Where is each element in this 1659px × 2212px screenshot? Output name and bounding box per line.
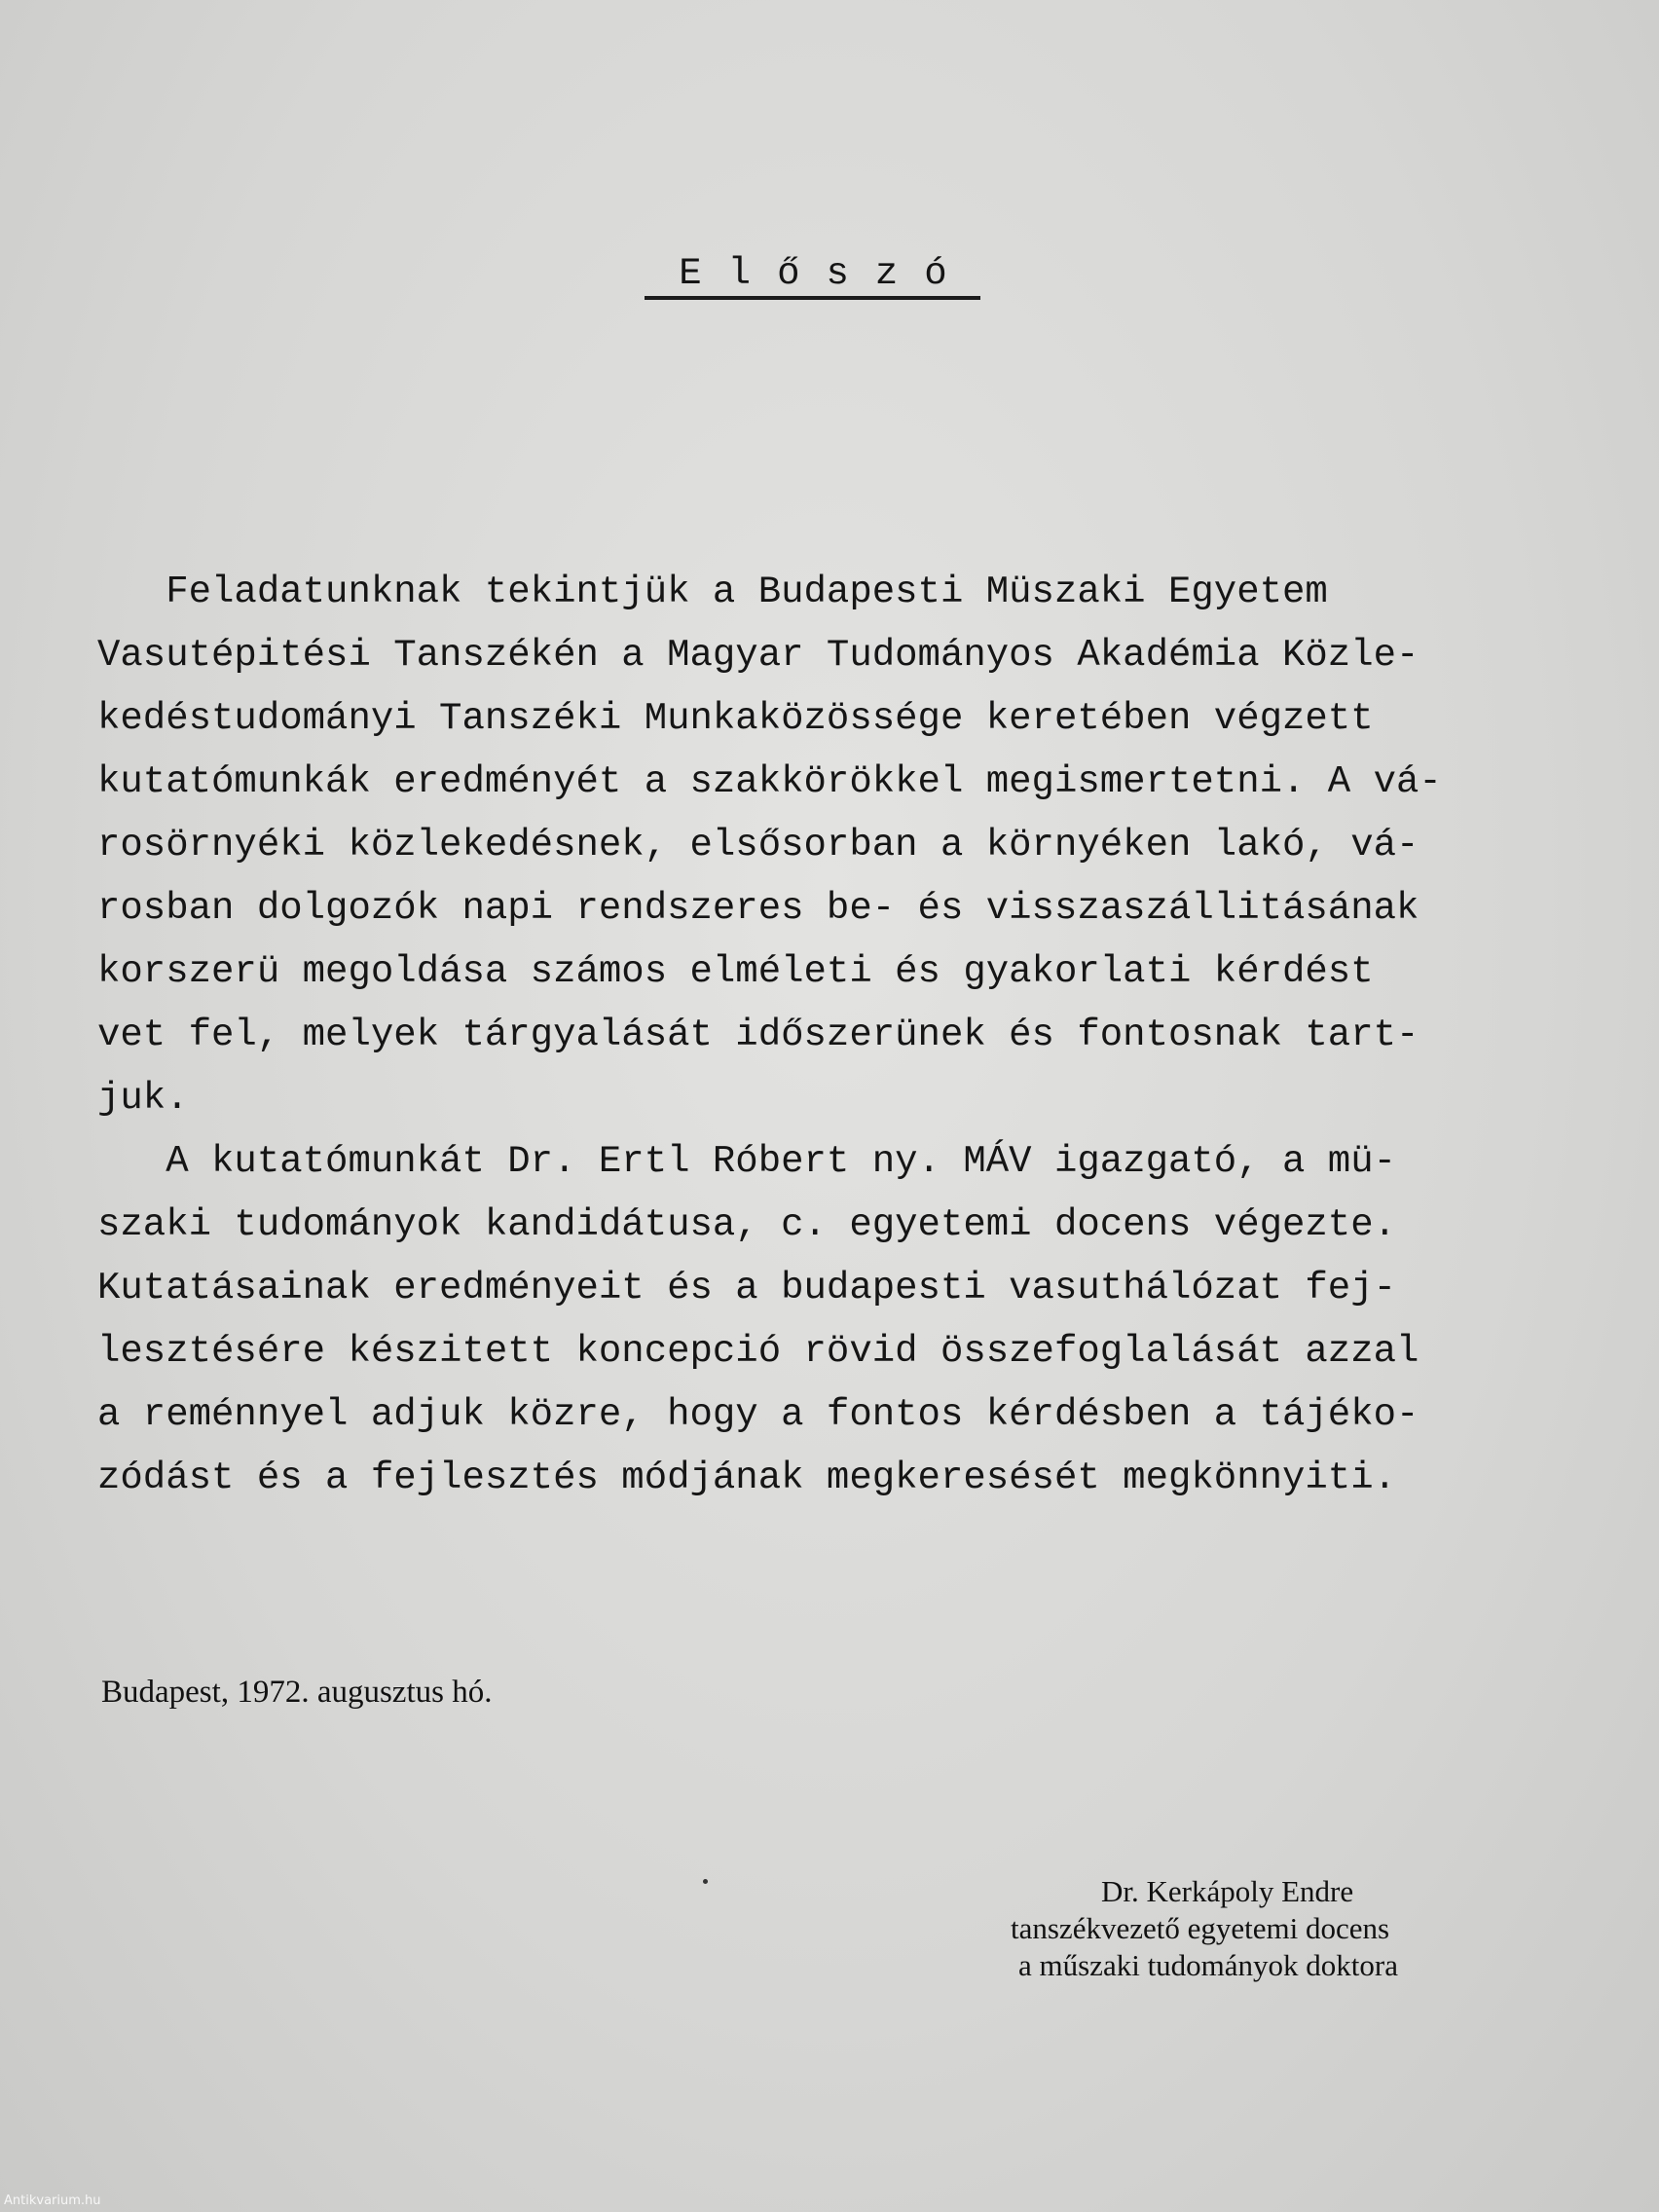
paragraph-1-line: Vasutépitési Tanszékén a Magyar Tudományos Akadémia Közle- xyxy=(97,634,1419,677)
paragraph-1-line: korszerü megoldása számos elméleti és gyakorlati kérdést xyxy=(97,950,1374,993)
paragraph-1-line: vet fel, melyek tárgyalását időszerünek és fontosnak tart- xyxy=(97,1014,1419,1056)
signature-name: Dr. Kerkápoly Endre xyxy=(1101,1874,1354,1908)
paragraph-1-line: rosban dolgozók napi rendszeres be- és visszaszállitásának xyxy=(97,887,1419,930)
date-line: Budapest, 1972. augusztus hó. xyxy=(101,1675,493,1710)
paragraph-2-line: lesztésére készitett koncepció rövid összefoglalását azzal xyxy=(97,1330,1419,1373)
paragraph-1-line: rosörnyéki közlekedésnek, elsősorban a környéken lakó, vá- xyxy=(97,824,1419,866)
paragraph-2-line: szaki tudományok kandidátusa, c. egyetemi docens végezte. xyxy=(97,1203,1397,1246)
watermark: Antikvarium.hu xyxy=(4,2194,101,2208)
paragraph-1-line: kedéstudományi Tanszéki Munkaközössége keretében végzett xyxy=(97,697,1374,740)
paragraph-2-line: Kutatásainak eredményeit és a budapesti vasuthálózat fej- xyxy=(97,1267,1397,1309)
preface-body xyxy=(97,561,1597,1510)
signature-degree: a műszaki tudományok doktora xyxy=(1018,1948,1398,1982)
dust-speck xyxy=(703,1879,708,1884)
title-underline xyxy=(645,296,980,300)
paragraph-2-line: zódást és a fejlesztés módjának megkeresését megkönnyiti. xyxy=(97,1456,1397,1499)
signature-block xyxy=(974,1873,1519,1984)
paragraph-2-line: A kutatómunkát Dr. Ertl Róbert ny. MÁV igazgató, a mü- xyxy=(97,1140,1397,1183)
paragraph-2-line: a reménnyel adjuk közre, hogy a fontos kérdésben a tájéko- xyxy=(97,1393,1419,1436)
paragraph-1-line: kutatómunkák eredményét a szakkörökkel megismertetni. A vá- xyxy=(97,760,1442,803)
page-title: Előszó xyxy=(679,252,974,295)
paragraph-1-line: juk. xyxy=(97,1077,189,1120)
signature-position: tanszékvezető egyetemi docens xyxy=(1011,1911,1390,1945)
paragraph-1-line: Feladatunknak tekintjük a Budapesti Müszaki Egyetem xyxy=(97,571,1328,613)
